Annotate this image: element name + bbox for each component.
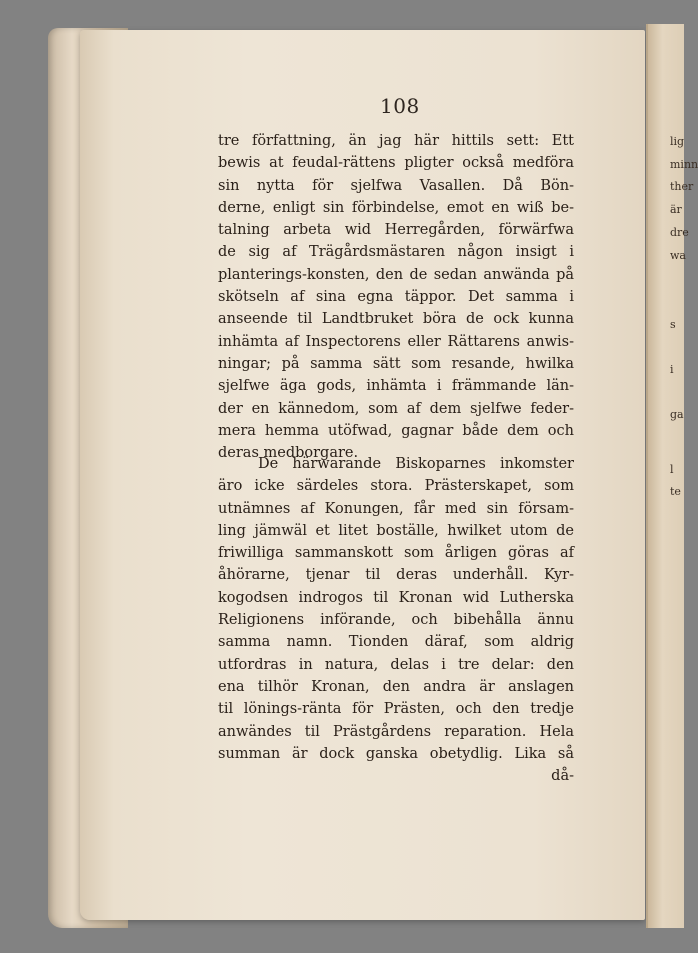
text-line: äro icke särdeles stora. Prästerskapet, som (218, 478, 574, 495)
next-page-fragment: te (670, 485, 681, 498)
text-line: sin nytta för sjelfwa Vasallen. Då Bön- (218, 177, 574, 194)
next-page-edge (646, 24, 698, 928)
text-line: derne, enligt sin förbindelse, emot en wiß be- (218, 199, 574, 216)
text-line: planterings-konsten, den de sedan anwända på (218, 266, 574, 283)
next-page-fragment: lig (670, 135, 685, 148)
paragraph-1 (218, 130, 574, 464)
text-line: skötseln af sina egna täppor. Det samma i (218, 289, 574, 306)
next-page-fragment: dre (670, 226, 689, 239)
text-line: ling jämwäl et litet boställe, hwilket utom de (218, 522, 574, 539)
next-page-fragment: l (670, 463, 674, 476)
text-line: der en kännedom, som af dem sjelfwe feder- (218, 400, 574, 417)
text-line: De härwarande Biskoparnes inkomster (258, 456, 574, 472)
page-number: 108 (380, 94, 420, 118)
text-line: summan är dock ganska obetydlig. Lika så (218, 745, 574, 762)
next-page-fragment: minn (670, 158, 698, 171)
paragraph-2 (218, 453, 574, 787)
text-line: utnämnes af Konungen, får med sin försam- (218, 500, 574, 517)
text-line: sjelfwe äga gods, inhämta i främmande län- (218, 378, 574, 395)
text-line: Religionens införande, och bibehålla ännu (218, 612, 574, 629)
text-line: åhörarne, tjenar til deras underhåll. Kyr- (218, 567, 574, 584)
text-line: utfordras in natura, delas i tre delar: den (218, 656, 574, 673)
next-page-fragment: ther (670, 180, 694, 193)
text-line: kogodsen indrogos til Kronan wid Lutherska (218, 589, 574, 606)
text-line: til lönings-ränta för Prästen, och den tredje (218, 701, 574, 718)
text-line: inhämta af Inspectorens eller Rättarens anwis- (218, 333, 574, 350)
text-line: friwilliga sammanskott som årligen göras af (218, 545, 574, 562)
text-line: bewis at feudal-rättens pligter också medföra (218, 155, 574, 172)
text-line: samma namn. Tionden däraf, som aldrig (218, 634, 574, 651)
next-page-fragment: i (670, 363, 674, 376)
text-line: de sig af Trägårdsmästaren någon insigt i (218, 244, 574, 261)
text-line: deras medborgare. (218, 445, 359, 462)
text-line: talning arbeta wid Herregården, förwärfwa (218, 222, 574, 239)
text-line: tre författning, än jag här hittils sett: Ett (218, 133, 574, 149)
next-page-fragment: är (670, 203, 682, 216)
next-page-fragment: wa (670, 249, 686, 262)
text-line: mera hemma utöfwad, gagnar både dem och (218, 422, 574, 439)
text-line: ena tilhör Kronan, den andra är anslagen (218, 678, 574, 695)
text-line: anseende til Landtbruket böra de ock kunna (218, 311, 574, 328)
text-line: ningar; på samma sätt som resande, hwilka (218, 355, 574, 372)
text-line: anwändes til Prästgårdens reparation. Hela (218, 723, 574, 740)
next-page-fragment: ga (670, 408, 684, 421)
catchword: då- (551, 768, 574, 785)
next-page-fragment: s (670, 318, 676, 331)
